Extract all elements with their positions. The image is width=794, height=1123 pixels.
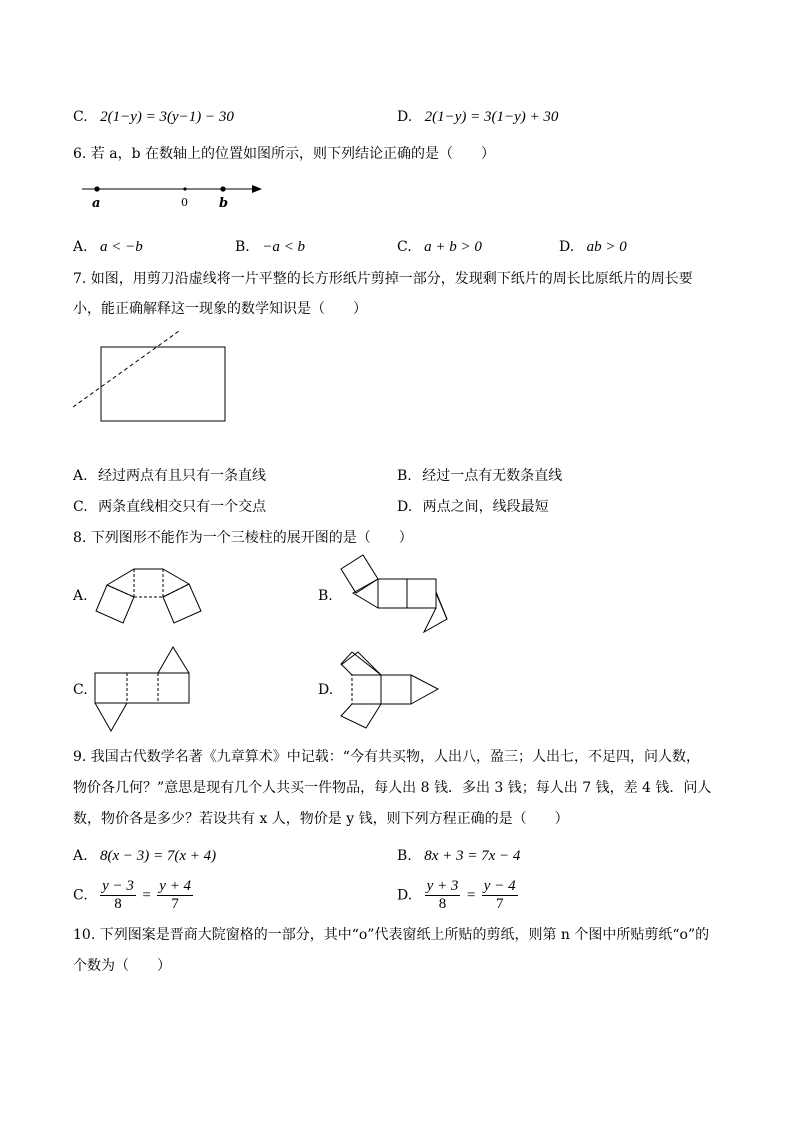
q7-option-b-label: B. bbox=[397, 468, 412, 484]
q10-stem-line1: 10. 下列图案是晋商大院窗格的一部分，其中“o”代表窗纸上所贴的剪纸，则第 n 个图中所贴剪纸“o”的 bbox=[73, 927, 710, 943]
q9-option-c-eq: = bbox=[142, 887, 151, 904]
q7-option-d-label: D. bbox=[397, 499, 413, 515]
q6-option-b-label: B. bbox=[235, 239, 250, 255]
q6-axis-b: b bbox=[219, 196, 229, 211]
q6-option-a-expr: a < −b bbox=[100, 239, 143, 255]
q9-option-d-den1: 8 bbox=[438, 896, 447, 912]
q9-option-d-num2: y − 4 bbox=[483, 878, 516, 894]
q7-option-b-text: 经过一点有无数条直线 bbox=[422, 468, 563, 484]
q9-option-d-num1: y + 3 bbox=[426, 878, 459, 894]
q9-option-d-eq: = bbox=[466, 887, 476, 904]
q9-option-d-frac2 bbox=[482, 878, 518, 913]
q9-option-b[interactable] bbox=[397, 847, 520, 865]
q9-option-c-den2: 7 bbox=[171, 896, 179, 912]
q9-option-d-frac1 bbox=[425, 878, 461, 913]
q8-option-a-label[interactable]: A. bbox=[73, 588, 88, 604]
q8-option-d-label[interactable]: D. bbox=[318, 682, 334, 698]
q9-option-a-label: A. bbox=[73, 848, 88, 864]
q9-stem-line2: 物价各几何？”意思是现有几个人共买一件物品，每人出 8 钱．多出 3 钱；每人出 7 钱，差 4 钱．问人 bbox=[73, 780, 712, 796]
q9-option-d-label: D. bbox=[397, 887, 413, 904]
q9-stem-line1: 9. 我国古代数学名著《九章算术》中记载：“今有共买物，人出八，盈三；人出七，不足四，问人数， bbox=[73, 749, 700, 765]
q6-option-a-label: A. bbox=[73, 239, 88, 255]
q9-option-c-den1: 8 bbox=[114, 896, 122, 912]
q6-option-c-expr: a + b > 0 bbox=[424, 239, 482, 255]
q6-axis-a: a bbox=[92, 196, 101, 211]
q7-stem-line2: 小，能正确解释这一现象的数学知识是（ ） bbox=[73, 301, 367, 317]
q7-option-a-label: A. bbox=[73, 468, 88, 484]
q6-axis-zero: 0 bbox=[181, 196, 188, 209]
q9-option-c-frac1 bbox=[100, 878, 136, 913]
q6-option-d-label: D. bbox=[559, 239, 575, 255]
q9-option-a-expr: 8(x − 3) = 7(x + 4) bbox=[100, 848, 217, 864]
q8-option-c-label[interactable]: C. bbox=[73, 682, 88, 698]
q7-stem-line1: 7. 如图，用剪刀沿虚线将一片平整的长方形纸片剪掉一部分，发现剩下纸片的周长比原纸片的周长要 bbox=[73, 271, 693, 287]
q9-option-c-frac2 bbox=[157, 878, 193, 913]
q6-stem: 6. 若 a，b 在数轴上的位置如图所示，则下列结论正确的是（ ） bbox=[73, 146, 496, 162]
q9-option-c-label: C. bbox=[73, 887, 88, 904]
q8-net-d bbox=[341, 652, 438, 728]
q5-option-d-expr: 2(1−y) = 3(1−y) + 30 bbox=[424, 109, 559, 125]
q8-option-b-label[interactable]: B. bbox=[318, 588, 333, 604]
q7-option-a-text: 经过两点有且只有一条直线 bbox=[98, 468, 267, 484]
q6-option-b-expr: −a < b bbox=[262, 239, 305, 255]
q8-stem: 8. 下列图形不能作为一个三棱柱的展开图的是（ ） bbox=[73, 530, 413, 546]
q7-option-c-label: C. bbox=[73, 499, 88, 515]
q9-option-d[interactable] bbox=[397, 878, 520, 913]
q8-net-c bbox=[95, 647, 189, 731]
q9-option-c-num1: y − 3 bbox=[102, 878, 134, 894]
q6-option-d-expr: ab > 0 bbox=[586, 239, 627, 255]
q6-option-c-label: C. bbox=[397, 239, 412, 255]
q5-option-c-label: C. bbox=[73, 109, 88, 125]
q5-option-c-expr: 2(1−y) = 3(y−1) − 30 bbox=[100, 109, 234, 125]
q7-option-c-text: 两条直线相交只有一个交点 bbox=[98, 499, 267, 515]
q10-stem-line2: 个数为（ ） bbox=[73, 958, 171, 974]
q7-option-d-text: 两点之间，线段最短 bbox=[422, 499, 549, 515]
q9-option-b-expr: 8x + 3 = 7x − 4 bbox=[424, 848, 521, 864]
q9-option-a[interactable] bbox=[73, 847, 216, 865]
q9-stem-line3: 数，物价各是多少？若设共有 x 人，物价是 y 钱，则下列方程正确的是（ ） bbox=[73, 811, 569, 827]
q8-net-b bbox=[341, 555, 447, 632]
q9-option-d-den2: 7 bbox=[495, 896, 504, 912]
q8-net-a bbox=[96, 569, 201, 623]
q9-option-b-label: B. bbox=[397, 848, 412, 864]
q9-option-c[interactable] bbox=[73, 878, 195, 913]
q9-option-c-num2: y + 4 bbox=[159, 878, 192, 894]
q5-option-d-label: D. bbox=[397, 109, 413, 125]
